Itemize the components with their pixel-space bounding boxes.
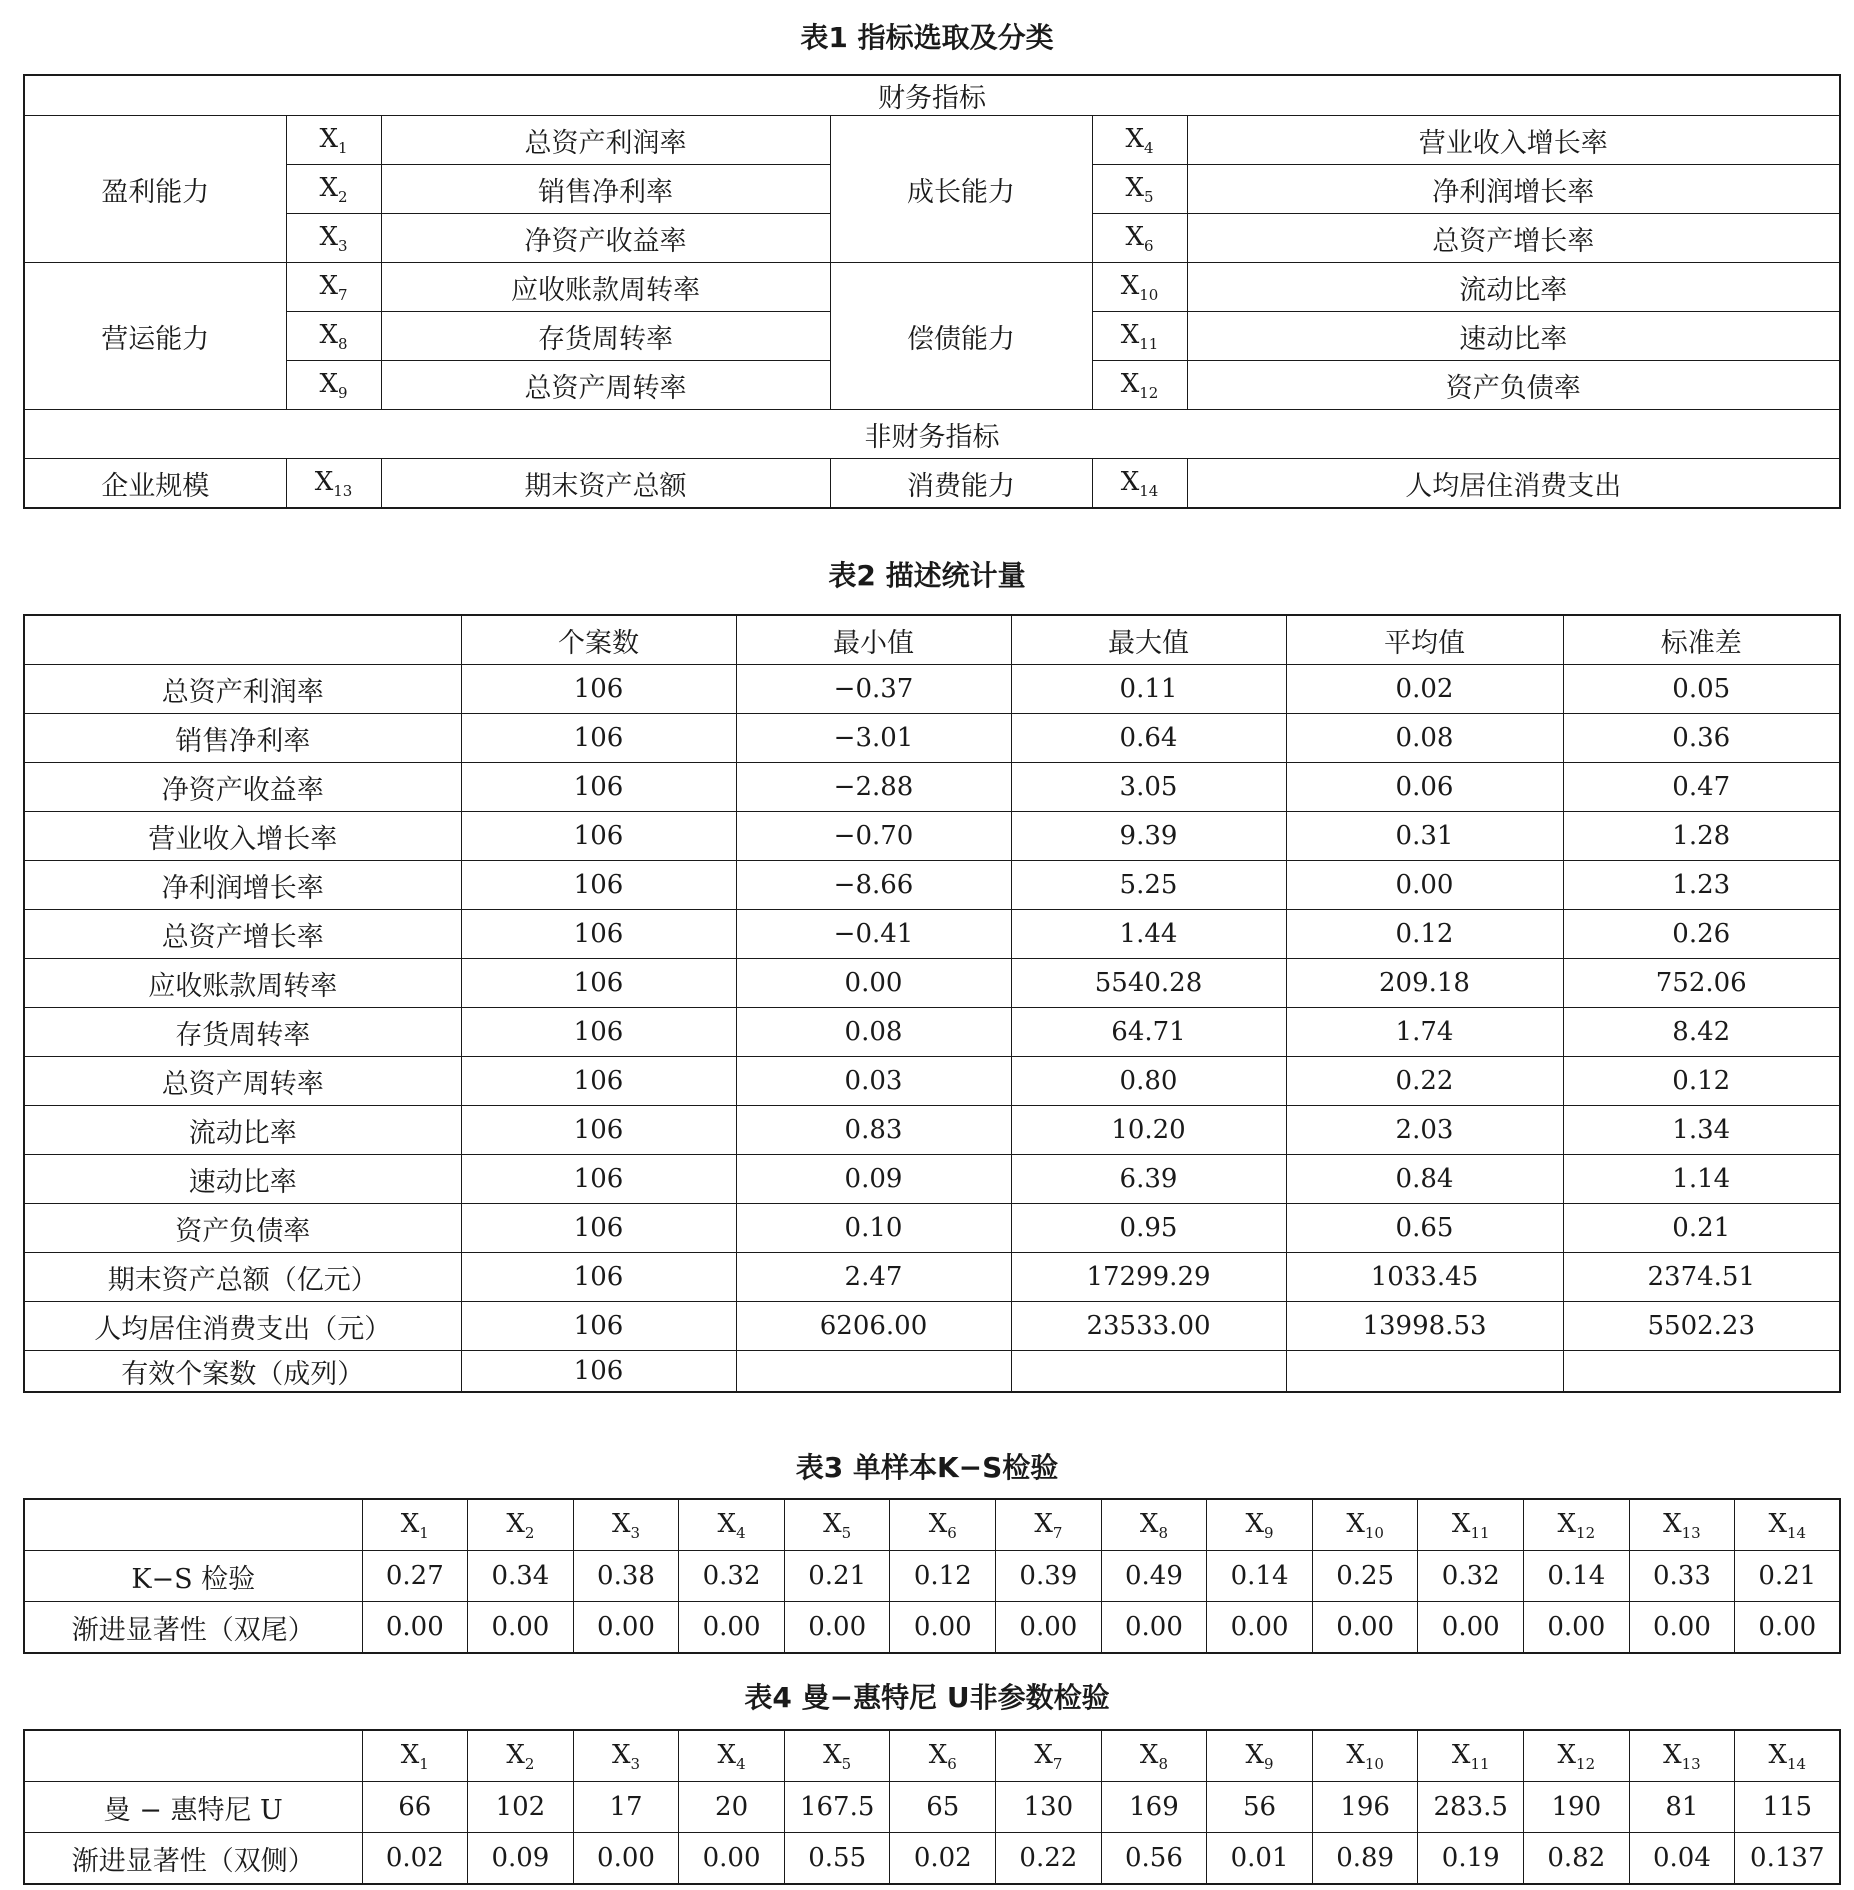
table-cell: 106 <box>461 1302 736 1351</box>
table-cell: 0.12 <box>1563 1057 1840 1106</box>
variable-header: $X_{11}$ <box>1418 1730 1524 1782</box>
row-label: 资产负债率 <box>24 1204 461 1253</box>
table-cell: 106 <box>461 959 736 1008</box>
table-cell: 130 <box>996 1782 1102 1833</box>
table-cell: 102 <box>468 1782 574 1833</box>
table-cell: 0.05 <box>1563 665 1840 714</box>
table-row <box>24 1204 1840 1253</box>
table-cell: −3.01 <box>736 714 1011 763</box>
indicator-code: $X_{11}$ <box>1092 312 1187 361</box>
variable-header: $X_1$ <box>362 1499 468 1551</box>
table-row <box>24 1302 1840 1351</box>
table-cell: 0.33 <box>1629 1551 1735 1602</box>
header-row <box>24 615 1840 665</box>
table-cell: 1.14 <box>1563 1155 1840 1204</box>
variable-header: $X_5$ <box>784 1499 890 1551</box>
table-cell: 65 <box>890 1782 996 1833</box>
table-row <box>24 1551 1840 1602</box>
table-cell: 0.31 <box>1286 812 1563 861</box>
table-cell: 0.39 <box>996 1551 1102 1602</box>
table-cell: 0.21 <box>1563 1204 1840 1253</box>
table-cell: 106 <box>461 910 736 959</box>
table-cell: 2.47 <box>736 1253 1011 1302</box>
table-cell: 0.22 <box>996 1833 1102 1885</box>
table-cell: 1.44 <box>1011 910 1286 959</box>
table-cell: 0.00 <box>679 1602 785 1654</box>
table-cell: 0.11 <box>1011 665 1286 714</box>
table-row <box>24 959 1840 1008</box>
table-cell: 0.55 <box>784 1833 890 1885</box>
indicator-code: $X_2$ <box>286 165 381 214</box>
table-cell: 10.20 <box>1011 1106 1286 1155</box>
table-cell: 13998.53 <box>1286 1302 1563 1351</box>
table-cell: 0.82 <box>1524 1833 1630 1885</box>
indicator-code: $X_{12}$ <box>1092 361 1187 410</box>
table-cell: 106 <box>461 1057 736 1106</box>
row-label: 渐进显著性（双侧） <box>24 1833 362 1885</box>
financial-header: 财务指标 <box>24 75 1840 116</box>
column-header: 平均值 <box>1286 615 1563 665</box>
indicator-code: $X_6$ <box>1092 214 1187 263</box>
variable-header: $X_{11}$ <box>1418 1499 1524 1551</box>
indicator-name: 流动比率 <box>1187 263 1840 312</box>
variable-header: $X_3$ <box>573 1730 679 1782</box>
table-cell: 0.95 <box>1011 1204 1286 1253</box>
table-cell <box>736 1351 1011 1393</box>
table-row <box>24 1106 1840 1155</box>
table-cell: 106 <box>461 861 736 910</box>
table-cell: 17 <box>573 1782 679 1833</box>
table-cell: 190 <box>1524 1782 1630 1833</box>
table-row <box>24 1351 1840 1393</box>
table-cell: 20 <box>679 1782 785 1833</box>
table-cell: 106 <box>461 665 736 714</box>
table-cell: 209.18 <box>1286 959 1563 1008</box>
indicator-row <box>24 263 1840 312</box>
indicator-code: $X_8$ <box>286 312 381 361</box>
row-label: 总资产增长率 <box>24 910 461 959</box>
header-row <box>24 1499 1840 1551</box>
variable-header: $X_{13}$ <box>1629 1730 1735 1782</box>
table-cell: 0.21 <box>1735 1551 1841 1602</box>
column-header <box>24 615 461 665</box>
table-cell: 0.00 <box>784 1602 890 1654</box>
table-cell: 8.42 <box>1563 1008 1840 1057</box>
table-cell: 115 <box>1735 1782 1841 1833</box>
table-cell: 0.80 <box>1011 1057 1286 1106</box>
indicator-name: 期末资产总额 <box>381 459 830 509</box>
table-cell: 0.01 <box>1207 1833 1313 1885</box>
table-cell: 6206.00 <box>736 1302 1011 1351</box>
indicator-code: $X_{13}$ <box>286 459 381 509</box>
table-row <box>24 714 1840 763</box>
table-cell: 2374.51 <box>1563 1253 1840 1302</box>
variable-header: $X_7$ <box>996 1499 1102 1551</box>
table-cell: 0.56 <box>1101 1833 1207 1885</box>
table-cell: 0.00 <box>468 1602 574 1654</box>
table-cell: 0.38 <box>573 1551 679 1602</box>
table-row <box>24 665 1840 714</box>
variable-header: $X_7$ <box>996 1730 1102 1782</box>
table-cell: 0.02 <box>890 1833 996 1885</box>
table-cell: 0.19 <box>1418 1833 1524 1885</box>
table-cell: 1.23 <box>1563 861 1840 910</box>
table-cell: 9.39 <box>1011 812 1286 861</box>
table1 <box>23 74 1841 509</box>
table-cell: 0.02 <box>362 1833 468 1885</box>
table-cell: 0.22 <box>1286 1057 1563 1106</box>
row-label: 有效个案数（成列） <box>24 1351 461 1393</box>
table-cell: 0.12 <box>1286 910 1563 959</box>
indicator-name: 总资产利润率 <box>381 116 830 165</box>
column-header: 个案数 <box>461 615 736 665</box>
table-cell: 81 <box>1629 1782 1735 1833</box>
row-label: 速动比率 <box>24 1155 461 1204</box>
table-cell: 0.12 <box>890 1551 996 1602</box>
table-cell: 106 <box>461 1351 736 1393</box>
table-cell: 0.49 <box>1101 1551 1207 1602</box>
table-cell: 0.14 <box>1207 1551 1313 1602</box>
table-cell: 0.83 <box>736 1106 1011 1155</box>
table4 <box>23 1729 1841 1885</box>
table-cell: 0.08 <box>736 1008 1011 1057</box>
indicator-name: 资产负债率 <box>1187 361 1840 410</box>
table-cell: 0.89 <box>1312 1833 1418 1885</box>
variable-header: $X_{14}$ <box>1735 1499 1841 1551</box>
row-label: 净利润增长率 <box>24 861 461 910</box>
table-cell: 56 <box>1207 1782 1313 1833</box>
indicator-code: $X_5$ <box>1092 165 1187 214</box>
indicator-code: $X_4$ <box>1092 116 1187 165</box>
table-cell: 167.5 <box>784 1782 890 1833</box>
variable-header: $X_2$ <box>468 1499 574 1551</box>
indicator-name: 总资产增长率 <box>1187 214 1840 263</box>
table-row <box>24 1057 1840 1106</box>
table-row <box>24 1602 1840 1654</box>
variable-header: $X_{10}$ <box>1312 1730 1418 1782</box>
table-cell: 1.28 <box>1563 812 1840 861</box>
table-cell: 1033.45 <box>1286 1253 1563 1302</box>
variable-header: $X_6$ <box>890 1730 996 1782</box>
row-label: 流动比率 <box>24 1106 461 1155</box>
table-cell <box>1286 1351 1563 1393</box>
variable-header: $X_5$ <box>784 1730 890 1782</box>
table-cell: 0.00 <box>679 1833 785 1885</box>
indicator-name: 速动比率 <box>1187 312 1840 361</box>
variable-header: $X_1$ <box>362 1730 468 1782</box>
indicator-name: 存货周转率 <box>381 312 830 361</box>
table-cell <box>1011 1351 1286 1393</box>
nonfinancial-header: 非财务指标 <box>24 410 1840 459</box>
category-cell: 企业规模 <box>24 459 286 509</box>
table-cell: 0.65 <box>1286 1204 1563 1253</box>
table-cell: 17299.29 <box>1011 1253 1286 1302</box>
table-cell: 0.08 <box>1286 714 1563 763</box>
table-cell: 106 <box>461 812 736 861</box>
table-cell: 3.05 <box>1011 763 1286 812</box>
table-cell: −0.41 <box>736 910 1011 959</box>
table-cell: −0.37 <box>736 665 1011 714</box>
indicator-name: 净资产收益率 <box>381 214 830 263</box>
table-cell: 0.00 <box>1207 1602 1313 1654</box>
row-label: 曼 − 惠特尼 U <box>24 1782 362 1833</box>
table-cell: 0.34 <box>468 1551 574 1602</box>
variable-header: $X_9$ <box>1207 1730 1313 1782</box>
row-label: 总资产周转率 <box>24 1057 461 1106</box>
table2 <box>23 614 1841 1393</box>
column-header: 最大值 <box>1011 615 1286 665</box>
variable-header: $X_{10}$ <box>1312 1499 1418 1551</box>
row-label: 营业收入增长率 <box>24 812 461 861</box>
table-cell: 0.32 <box>679 1551 785 1602</box>
variable-header: $X_8$ <box>1101 1730 1207 1782</box>
column-header: 标准差 <box>1563 615 1840 665</box>
table-row <box>24 1253 1840 1302</box>
table-cell: 0.47 <box>1563 763 1840 812</box>
category-cell: 盈利能力 <box>24 116 286 263</box>
table-cell: 0.06 <box>1286 763 1563 812</box>
indicator-row <box>24 116 1840 165</box>
variable-header: $X_{13}$ <box>1629 1499 1735 1551</box>
table-cell: 106 <box>461 1106 736 1155</box>
category-cell: 成长能力 <box>830 116 1092 263</box>
variable-header: $X_{14}$ <box>1735 1730 1841 1782</box>
variable-header: $X_8$ <box>1101 1499 1207 1551</box>
table-cell: 0.64 <box>1011 714 1286 763</box>
table3-title: 表3 单样本K−S检验 <box>795 1451 1059 1484</box>
table-cell: 0.03 <box>736 1057 1011 1106</box>
table-cell: 0.00 <box>736 959 1011 1008</box>
variable-header: $X_{12}$ <box>1524 1499 1630 1551</box>
table-cell: 64.71 <box>1011 1008 1286 1057</box>
row-label: 销售净利率 <box>24 714 461 763</box>
table-cell: 0.26 <box>1563 910 1840 959</box>
table-cell: 0.14 <box>1524 1551 1630 1602</box>
row-label: 总资产利润率 <box>24 665 461 714</box>
table-cell <box>1563 1351 1840 1393</box>
table-cell: 2.03 <box>1286 1106 1563 1155</box>
table-cell: 0.00 <box>996 1602 1102 1654</box>
row-label: K−S 检验 <box>24 1551 362 1602</box>
table-cell: 0.00 <box>1418 1602 1524 1654</box>
table-cell: 106 <box>461 1155 736 1204</box>
variable-header: $X_4$ <box>679 1499 785 1551</box>
variable-header: $X_2$ <box>468 1730 574 1782</box>
table-row <box>24 1155 1840 1204</box>
indicator-code: $X_{14}$ <box>1092 459 1187 509</box>
indicator-code: $X_7$ <box>286 263 381 312</box>
table-cell: 1.34 <box>1563 1106 1840 1155</box>
indicator-name: 应收账款周转率 <box>381 263 830 312</box>
table-cell: 0.00 <box>890 1602 996 1654</box>
table-cell: 0.00 <box>1101 1602 1207 1654</box>
indicator-name: 销售净利率 <box>381 165 830 214</box>
table-cell: 0.137 <box>1735 1833 1841 1885</box>
table2-title: 表2 描述统计量 <box>828 559 1026 592</box>
table-cell: 0.00 <box>573 1833 679 1885</box>
table-cell: 6.39 <box>1011 1155 1286 1204</box>
table-cell: −2.88 <box>736 763 1011 812</box>
category-cell: 偿债能力 <box>830 263 1092 410</box>
indicator-name: 营业收入增长率 <box>1187 116 1840 165</box>
table-cell: 106 <box>461 1253 736 1302</box>
table-cell: 0.84 <box>1286 1155 1563 1204</box>
table-row <box>24 1833 1840 1885</box>
indicator-code: $X_{10}$ <box>1092 263 1187 312</box>
category-cell: 营运能力 <box>24 263 286 410</box>
variable-header: $X_6$ <box>890 1499 996 1551</box>
table-cell: 0.00 <box>1629 1602 1735 1654</box>
indicator-name: 总资产周转率 <box>381 361 830 410</box>
table-cell: 0.00 <box>1286 861 1563 910</box>
table-cell: 0.25 <box>1312 1551 1418 1602</box>
variable-header: $X_3$ <box>573 1499 679 1551</box>
table-cell: −0.70 <box>736 812 1011 861</box>
table-cell: 0.00 <box>1735 1602 1841 1654</box>
table4-title: 表4 曼−惠特尼 U非参数检验 <box>744 1681 1110 1714</box>
table-cell: 1.74 <box>1286 1008 1563 1057</box>
table-cell: 0.00 <box>1524 1602 1630 1654</box>
table-cell: 0.36 <box>1563 714 1840 763</box>
table-cell: 0.00 <box>573 1602 679 1654</box>
row-label: 净资产收益率 <box>24 763 461 812</box>
indicator-code: $X_1$ <box>286 116 381 165</box>
table-cell: 0.00 <box>1312 1602 1418 1654</box>
table-cell: 0.00 <box>362 1602 468 1654</box>
corner-cell <box>24 1499 362 1551</box>
table-cell: 169 <box>1101 1782 1207 1833</box>
row-label: 应收账款周转率 <box>24 959 461 1008</box>
table-row <box>24 910 1840 959</box>
table-cell: 5502.23 <box>1563 1302 1840 1351</box>
table-cell: −8.66 <box>736 861 1011 910</box>
row-label: 期末资产总额（亿元） <box>24 1253 461 1302</box>
table-cell: 23533.00 <box>1011 1302 1286 1351</box>
variable-header: $X_{12}$ <box>1524 1730 1630 1782</box>
table-row <box>24 812 1840 861</box>
table-cell: 106 <box>461 714 736 763</box>
table-cell: 0.10 <box>736 1204 1011 1253</box>
column-header: 最小值 <box>736 615 1011 665</box>
row-label: 存货周转率 <box>24 1008 461 1057</box>
indicator-name: 净利润增长率 <box>1187 165 1840 214</box>
table-cell: 106 <box>461 1008 736 1057</box>
row-label: 渐进显著性（双尾） <box>24 1602 362 1654</box>
indicator-code: $X_9$ <box>286 361 381 410</box>
table-cell: 0.04 <box>1629 1833 1735 1885</box>
table-row <box>24 1008 1840 1057</box>
row-label: 人均居住消费支出（元） <box>24 1302 461 1351</box>
table-cell: 752.06 <box>1563 959 1840 1008</box>
table-cell: 0.09 <box>468 1833 574 1885</box>
table-cell: 0.02 <box>1286 665 1563 714</box>
indicator-name: 人均居住消费支出 <box>1187 459 1840 509</box>
category-cell: 消费能力 <box>830 459 1092 509</box>
table-row <box>24 763 1840 812</box>
table-row <box>24 861 1840 910</box>
table-cell: 0.09 <box>736 1155 1011 1204</box>
nonfinancial-row <box>24 459 1840 509</box>
variable-header: $X_4$ <box>679 1730 785 1782</box>
table3 <box>23 1498 1841 1654</box>
variable-header: $X_9$ <box>1207 1499 1313 1551</box>
corner-cell <box>24 1730 362 1782</box>
table-cell: 5540.28 <box>1011 959 1286 1008</box>
table-cell: 5.25 <box>1011 861 1286 910</box>
table-cell: 0.27 <box>362 1551 468 1602</box>
table-cell: 196 <box>1312 1782 1418 1833</box>
table-cell: 106 <box>461 1204 736 1253</box>
table-cell: 66 <box>362 1782 468 1833</box>
table-cell: 283.5 <box>1418 1782 1524 1833</box>
table-row <box>24 1782 1840 1833</box>
table-cell: 106 <box>461 763 736 812</box>
header-row <box>24 1730 1840 1782</box>
table-cell: 0.21 <box>784 1551 890 1602</box>
indicator-code: $X_3$ <box>286 214 381 263</box>
table-cell: 0.32 <box>1418 1551 1524 1602</box>
table1-title: 表1 指标选取及分类 <box>800 21 1054 54</box>
